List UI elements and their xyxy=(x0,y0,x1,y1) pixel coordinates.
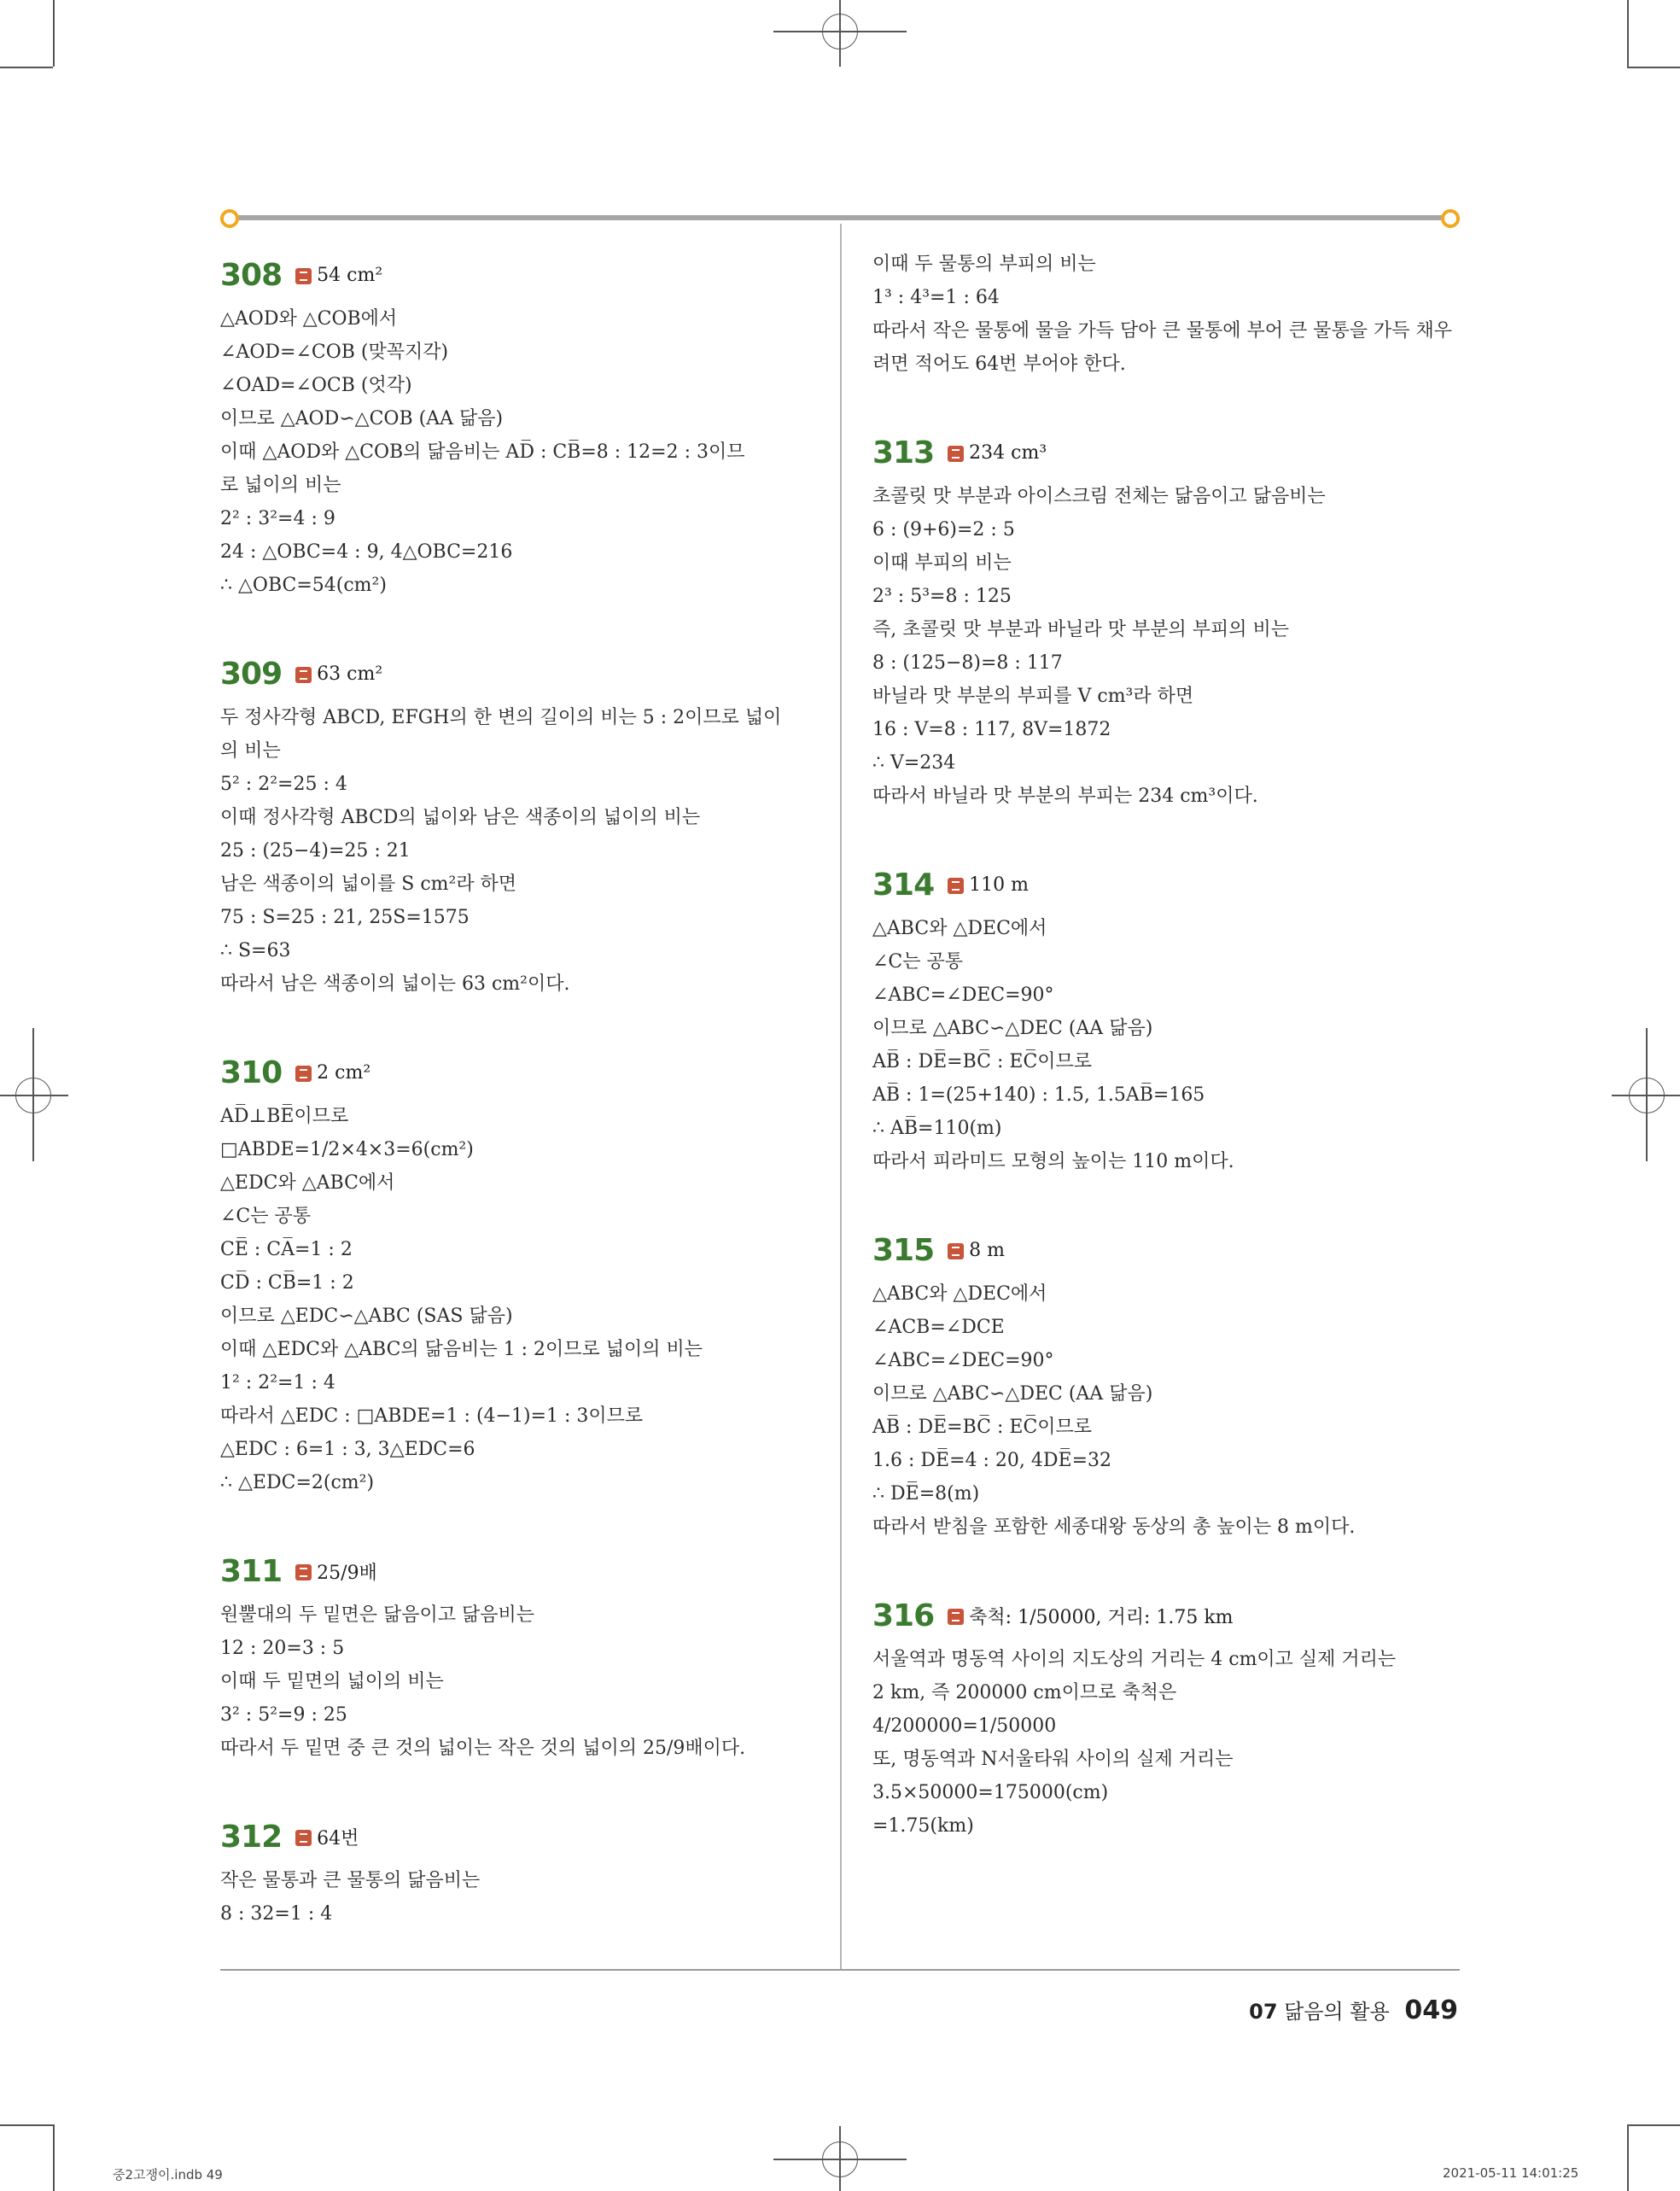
solution-line: 6 : (9+6)=2 : 5 xyxy=(872,519,1015,540)
solution-line: CE̅ : CA̅=1 : 2 xyxy=(220,1239,353,1260)
solution-heading xyxy=(220,1809,818,1864)
solution-line: AD̅⊥BE̅이므로 xyxy=(220,1106,349,1127)
answer-badge-icon xyxy=(948,1243,964,1259)
solution-line: 따라서 남은 색종이의 넓이는 63 cm²이다. xyxy=(220,973,570,995)
answer-badge-icon xyxy=(948,878,964,894)
registration-mark xyxy=(15,1078,51,1113)
solution-line: 따라서 작은 물통에 물을 가득 담아 큰 물통에 부어 큰 물통을 가득 채우 xyxy=(872,320,1452,342)
answer-text: 축척: 1/50000, 거리: 1.75 km xyxy=(969,1606,1234,1628)
solution-line: 24 : △OBC=4 : 9, 4△OBC=216 xyxy=(220,541,513,563)
print-slug-datetime: 2021-05-11 14:01:25 xyxy=(1443,2165,1579,2181)
solution-315 xyxy=(872,1223,1470,1544)
solution-line: 이때 부피의 비는 xyxy=(872,552,1012,574)
crop-mark xyxy=(1627,67,1680,68)
solution-heading xyxy=(872,857,1470,912)
problem-number: 315 xyxy=(872,1232,935,1268)
solution-line: 이므로 △EDC∽△ABC (SAS 닮음) xyxy=(220,1306,513,1327)
solution-continued xyxy=(872,248,1470,381)
solution-line: ∴ S=63 xyxy=(220,940,291,961)
problem-number: 308 xyxy=(220,257,283,293)
registration-mark xyxy=(822,2141,858,2177)
crop-mark xyxy=(1627,2124,1629,2191)
header-rule xyxy=(226,215,1451,220)
solution-line: ∴ △EDC=2(cm²) xyxy=(220,1472,375,1493)
solution-313 xyxy=(872,425,1470,813)
solution-line: □ABDE=1/2×4×3=6(cm²) xyxy=(220,1139,474,1160)
solution-heading xyxy=(872,1223,1470,1277)
solution-line: ∠ACB=∠DCE xyxy=(872,1317,1005,1338)
registration-mark xyxy=(822,14,858,50)
left-column xyxy=(220,248,818,1975)
answer-text: 234 cm³ xyxy=(969,441,1047,464)
solution-heading xyxy=(872,1588,1470,1643)
solution-line: 따라서 △EDC : □ABDE=1 : (4−1)=1 : 3이므로 xyxy=(220,1405,644,1427)
running-footer xyxy=(1249,1995,1458,2025)
solution-line: ∠OAD=∠OCB (엇각) xyxy=(220,375,412,396)
solution-line: 25 : (25−4)=25 : 21 xyxy=(220,840,411,862)
solution-line: ∠ABC=∠DEC=90° xyxy=(872,1350,1054,1371)
solution-line: 3.5×50000=175000(cm) xyxy=(872,1782,1109,1803)
solution-line: ∴ V=234 xyxy=(872,752,956,774)
solution-308 xyxy=(220,248,818,602)
problem-number: 310 xyxy=(220,1055,283,1090)
solution-line: CD̅ : CB̅=1 : 2 xyxy=(220,1272,354,1294)
solution-line: △EDC와 △ABC에서 xyxy=(220,1172,395,1194)
solution-line: 2 km, 즉 200000 cm이므로 축척은 xyxy=(872,1682,1177,1703)
solution-line: △EDC : 6=1 : 3, 3△EDC=6 xyxy=(220,1439,475,1460)
answer-text: 110 m xyxy=(969,873,1030,896)
solution-312 xyxy=(220,1809,818,1931)
crop-mark xyxy=(1627,0,1629,67)
answer-badge-icon xyxy=(295,268,312,284)
solution-line: △ABC와 △DEC에서 xyxy=(872,918,1047,939)
solution-309 xyxy=(220,646,818,1001)
solution-line: AB̅ : DE̅=BC̅ : EC̅이므로 xyxy=(872,1417,1093,1438)
solution-heading xyxy=(220,1045,818,1100)
answer-text: 25/9배 xyxy=(317,1562,377,1584)
solution-line: 서울역과 명동역 사이의 지도상의 거리는 4 cm이고 실제 거리는 xyxy=(872,1649,1397,1670)
solution-line: 또, 명동역과 N서울타워 사이의 실제 거리는 xyxy=(872,1749,1234,1770)
answer-badge-icon xyxy=(948,446,964,462)
right-column xyxy=(872,248,1470,1887)
solution-line: 1² : 2²=1 : 4 xyxy=(220,1372,335,1393)
solution-line: ∠ABC=∠DEC=90° xyxy=(872,984,1054,1006)
answer-text: 64번 xyxy=(317,1827,359,1849)
answer-badge-icon xyxy=(295,1066,312,1082)
answer-text: 63 cm² xyxy=(317,663,383,685)
answer-text: 2 cm² xyxy=(317,1061,371,1084)
solution-heading xyxy=(220,1544,818,1598)
header-dot-right xyxy=(1441,209,1460,228)
solution-310 xyxy=(220,1045,818,1499)
solution-line: 2³ : 5³=8 : 125 xyxy=(872,586,1012,607)
problem-number: 314 xyxy=(872,867,935,903)
solution-line: ∴ DE̅=8(m) xyxy=(872,1483,980,1504)
solution-line: ∴ △OBC=54(cm²) xyxy=(220,575,387,596)
solution-line: 따라서 피라미드 모형의 높이는 110 m이다. xyxy=(872,1151,1234,1172)
solution-line: AB̅ : DE̅=BC̅ : EC̅이므로 xyxy=(872,1051,1093,1072)
solution-line: 원뿔대의 두 밑면은 닮음이고 닮음비는 xyxy=(220,1604,535,1626)
solution-heading xyxy=(220,248,818,302)
solution-line: 2² : 3²=4 : 9 xyxy=(220,508,335,529)
solution-line: 이때 △AOD와 △COB의 닮음비는 AD̅ : CB̅=8 : 12=2 : 3이므 xyxy=(220,441,745,463)
solution-line: ∴ AB̅=110(m) xyxy=(872,1118,1002,1139)
crop-mark xyxy=(53,0,55,67)
solution-314 xyxy=(872,857,1470,1178)
solution-line: 바닐라 맛 부분의 부피를 V cm³라 하면 xyxy=(872,686,1194,707)
solution-line: 1³ : 4³=1 : 64 xyxy=(872,287,1000,308)
solution-line: 따라서 바닐라 맛 부분의 부피는 234 cm³이다. xyxy=(872,786,1258,807)
solution-heading xyxy=(872,425,1470,480)
solution-line: 로 넓이의 비는 xyxy=(220,475,341,496)
solution-line: 5² : 2²=25 : 4 xyxy=(220,774,347,795)
answer-badge-icon xyxy=(295,1830,312,1846)
solution-line: 작은 물통과 큰 물통의 닮음비는 xyxy=(220,1870,481,1891)
solution-line: 두 정사각형 ABCD, EFGH의 한 변의 길이의 비는 5 : 2이므로 넓이 xyxy=(220,707,782,728)
solution-line: 이므로 △ABC∽△DEC (AA 닮음) xyxy=(872,1018,1153,1039)
solution-line: 이때 △EDC와 △ABC의 닮음비는 1 : 2이므로 넓이의 비는 xyxy=(220,1339,703,1360)
solution-line: 초콜릿 맛 부분과 아이스크림 전체는 닮음이고 닮음비는 xyxy=(872,486,1326,507)
page-number: 049 xyxy=(1404,1995,1458,2025)
column-divider xyxy=(840,224,842,1969)
solution-line: 4/200000=1/50000 xyxy=(872,1715,1057,1737)
solution-line: 려면 적어도 64번 부어야 한다. xyxy=(872,353,1126,375)
problem-number: 316 xyxy=(872,1598,935,1633)
solution-line: 이때 정사각형 ABCD의 넓이와 남은 색종이의 넓이의 비는 xyxy=(220,807,701,828)
solution-line: ∠C는 공통 xyxy=(220,1206,312,1227)
crop-mark xyxy=(1627,2124,1680,2126)
registration-mark xyxy=(1629,1078,1665,1113)
solution-line: 이므로 △AOD∽△COB (AA 닮음) xyxy=(220,408,504,429)
solution-line: 8 : (125−8)=8 : 117 xyxy=(872,652,1063,674)
header-dot-left xyxy=(220,209,239,228)
answer-text: 8 m xyxy=(969,1239,1006,1261)
solution-heading xyxy=(220,646,818,701)
chapter-title: 닮음의 활용 xyxy=(1284,2000,1390,2024)
answer-badge-icon xyxy=(295,1564,312,1580)
solution-line: 8 : 32=1 : 4 xyxy=(220,1903,333,1925)
solution-line: △AOD와 △COB에서 xyxy=(220,308,398,330)
answer-badge-icon xyxy=(295,667,312,683)
solution-line: 3² : 5²=9 : 25 xyxy=(220,1704,347,1726)
solution-line: 16 : V=8 : 117, 8V=1872 xyxy=(872,719,1111,740)
solution-line: 남은 색종이의 넓이를 S cm²라 하면 xyxy=(220,873,517,895)
solution-line: ∠C는 공통 xyxy=(872,951,964,973)
solution-line: △ABC와 △DEC에서 xyxy=(872,1283,1047,1305)
crop-mark xyxy=(0,2124,53,2126)
solution-line: 12 : 20=3 : 5 xyxy=(220,1638,345,1659)
solution-line: 이때 두 밑면의 넓이의 비는 xyxy=(220,1671,444,1692)
problem-number: 309 xyxy=(220,656,283,692)
crop-mark xyxy=(0,67,53,68)
solution-line: 의 비는 xyxy=(220,740,281,762)
crop-mark xyxy=(53,2124,55,2191)
solution-line: 즉, 초콜릿 맛 부분과 바닐라 맛 부분의 부피의 비는 xyxy=(872,619,1289,640)
solution-line: 따라서 받침을 포함한 세종대왕 동상의 총 높이는 8 m이다. xyxy=(872,1516,1356,1538)
solution-line: 이므로 △ABC∽△DEC (AA 닮음) xyxy=(872,1383,1153,1405)
solution-line: AB̅ : 1=(25+140) : 1.5, 1.5AB̅=165 xyxy=(872,1084,1205,1106)
solution-311 xyxy=(220,1544,818,1765)
solution-line: 75 : S=25 : 21, 25S=1575 xyxy=(220,907,470,928)
solution-line: 따라서 두 밑면 중 큰 것의 넓이는 작은 것의 넓이의 25/9배이다. xyxy=(220,1738,746,1759)
chapter-number: 07 xyxy=(1249,2000,1278,2024)
problem-number: 312 xyxy=(220,1819,283,1855)
answer-badge-icon xyxy=(948,1609,964,1625)
problem-number: 311 xyxy=(220,1553,283,1589)
solution-line: 1.6 : DE̅=4 : 20, 4DE̅=32 xyxy=(872,1450,1112,1471)
solution-316 xyxy=(872,1588,1470,1843)
answer-text: 54 cm² xyxy=(317,264,383,286)
print-slug-file: 중2고쟁이.indb 49 xyxy=(113,2167,223,2182)
solution-line: =1.75(km) xyxy=(872,1815,974,1837)
solution-line: 이때 두 물통의 부피의 비는 xyxy=(872,254,1096,275)
solution-line: ∠AOD=∠COB (맞꼭지각) xyxy=(220,342,449,363)
problem-number: 313 xyxy=(872,435,935,470)
